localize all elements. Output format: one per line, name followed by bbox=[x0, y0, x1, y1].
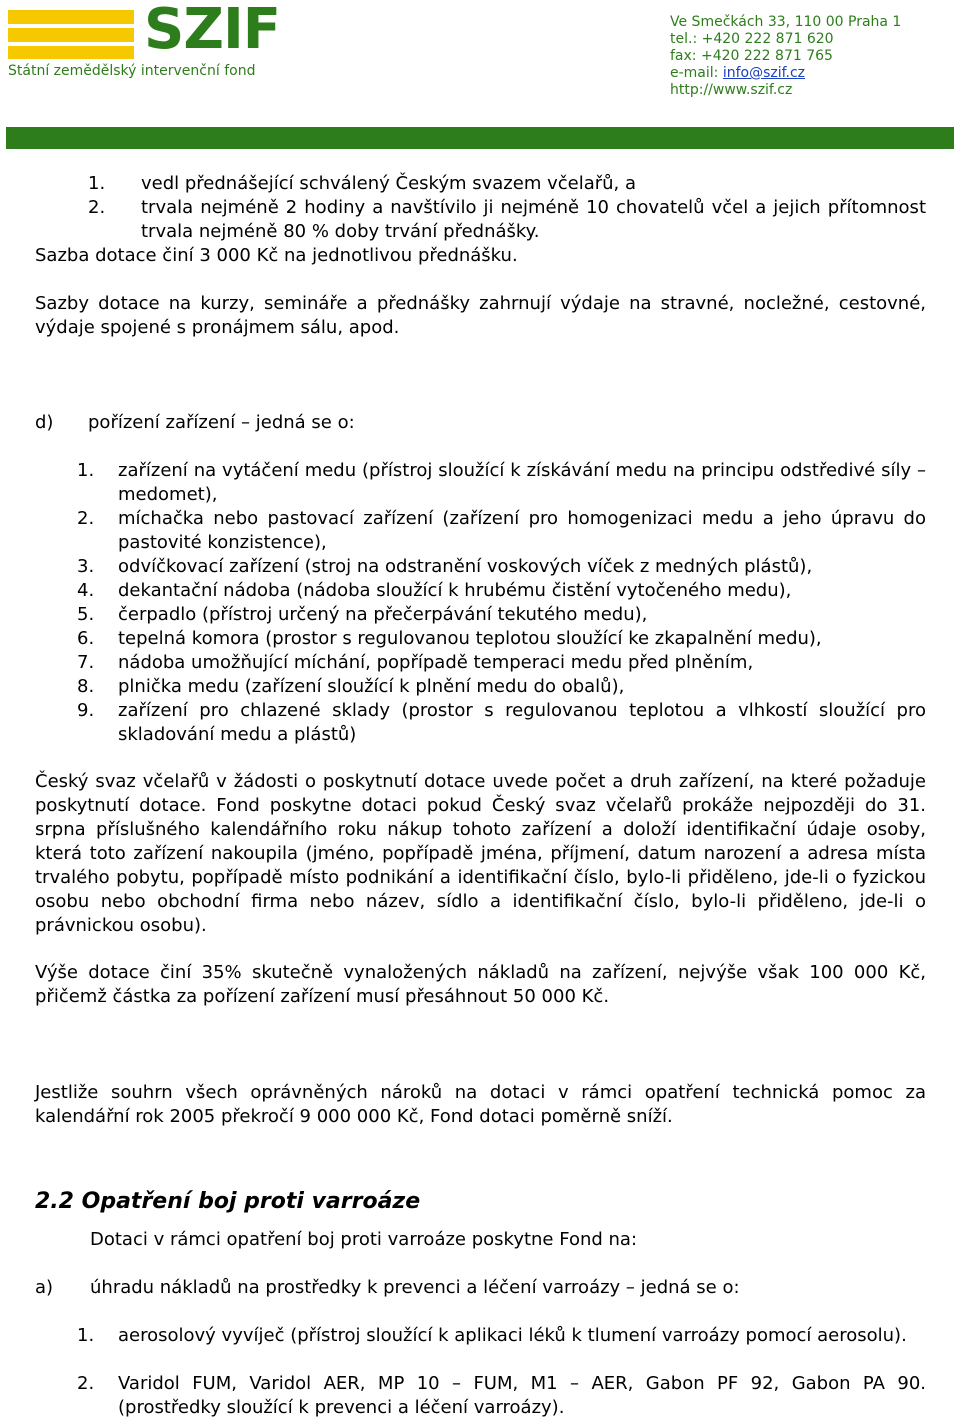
email-label: e-mail: bbox=[670, 65, 723, 81]
list-number: 2. bbox=[88, 197, 106, 218]
list-number: 3. bbox=[77, 556, 95, 577]
paragraph-amount: Výše dotace činí 35% skutečně vynaložených nákladů na zařízení, nejvýše však 100 000 Kč, přičemž částka za pořízení zařízení musí přesáhnout 50 000 Kč. bbox=[35, 962, 926, 1007]
section-letter: d) bbox=[35, 412, 54, 433]
org-name: Státní zemědělský intervenční fond bbox=[8, 63, 256, 79]
logo-stripe bbox=[8, 28, 134, 42]
list-number: 8. bbox=[77, 676, 95, 697]
list-text: míchačka nebo pastovací zařízení (zařízení pro homogenizaci medu a jeho úpravu do pastovité konzistence), bbox=[118, 508, 926, 553]
list-text: dekantační nádoba (nádoba sloužící k hrubému čistění vytočeného medu), bbox=[118, 580, 792, 601]
list-number: 9. bbox=[77, 700, 95, 721]
list-text: plnička medu (zařízení sloužící k plnění medu do obalů), bbox=[118, 676, 625, 697]
list-text: zařízení pro chlazené sklady (prostor s regulovanou teplotou a vlhkostí sloužící pro skladování medu a plástů) bbox=[118, 700, 926, 745]
paragraph-csv: Český svaz včelařů v žádosti o poskytnutí dotace uvede počet a druh zařízení, na které požaduje poskytnutí dotace. Fond poskytne dotaci pokud Český svaz včelařů prokáže nejpozději do 31. srpna příslušného kalendářního roku nákup tohoto zařízení a doloží identifikační údaje osoby, která toto zařízení nakoupila (jméno, popřípadě jména, příjmení, datum narození a adresa místa trvalého pobytu, popřípadě místo podnikání a identifikační číslo, bylo-li přiděleno, jde-li o fyzickou osobu nebo obchodní firma nebo název, sídlo a identifikační číslo, bylo-li přiděleno, jde-li o právnickou osobu). bbox=[35, 771, 926, 936]
address: Ve Smečkách 33, 110 00 Praha 1 bbox=[670, 14, 902, 30]
section-intro: Dotaci v rámci opatření boj proti varroáze poskytne Fond na: bbox=[90, 1229, 638, 1250]
list-text: aerosolový vyvíječ (přístroj sloužící k aplikaci léků k tlumení varroázy pomocí aerosolu). bbox=[118, 1325, 907, 1346]
list-text: tepelná komora (prostor s regulovanou teplotou sloužící ke zkapalnění medu), bbox=[118, 628, 822, 649]
section-title: úhradu nákladů na prostředky k prevenci a léčení varroázy – jedná se o: bbox=[90, 1277, 740, 1298]
list-text: čerpadlo (přístroj určený na přečerpávání tekutého medu), bbox=[118, 604, 648, 625]
section-title: pořízení zařízení – jedná se o: bbox=[88, 412, 355, 433]
logo-wordmark: SZIF bbox=[144, 0, 281, 62]
list-text: odvíčkovací zařízení (stroj na odstranění voskových víček z medných plástů), bbox=[118, 556, 813, 577]
list-text: trvala nejméně 2 hodiny a navštívilo ji nejméně 10 chovatelů včel a jejich přítomnost trvala nejméně 80 % doby trvání přednášky. bbox=[141, 197, 926, 242]
fax: fax: +420 222 871 765 bbox=[670, 48, 833, 64]
paragraph-reduce: Jestliže souhrn všech oprávněných nároků na dotaci v rámci opatření technická pomoc za kalendářní rok 2005 překročí 9 000 000 Kč, Fond dotaci poměrně sníží. bbox=[35, 1082, 926, 1127]
section-letter: a) bbox=[35, 1277, 54, 1298]
list-number: 2. bbox=[77, 508, 95, 529]
contact-block bbox=[670, 14, 901, 99]
list-number: 4. bbox=[77, 580, 95, 601]
paragraph-rates-include: Sazby dotace na kurzy, semináře a přednášky zahrnují výdaje na stravné, nocležné, cestovné, výdaje spojené s pronájmem sálu, apod. bbox=[35, 293, 926, 338]
email-line bbox=[670, 65, 901, 82]
list-text: vedl přednášející schválený Českým svazem včelařů, a bbox=[141, 173, 637, 194]
website[interactable]: http://www.szif.cz bbox=[670, 82, 793, 98]
list-number: 5. bbox=[77, 604, 95, 625]
phone: tel.: +420 222 871 620 bbox=[670, 31, 834, 47]
section-heading-2-2: 2.2 Opatření boj proti varroáze bbox=[35, 1189, 421, 1214]
logo-stripe bbox=[8, 10, 134, 24]
email-link[interactable]: info@szif.cz bbox=[722, 65, 806, 81]
list-number: 2. bbox=[77, 1373, 95, 1394]
logo-stripe bbox=[8, 46, 134, 59]
list-number: 1. bbox=[88, 173, 106, 194]
header-divider-bar bbox=[6, 127, 954, 149]
list-text: zařízení na vytáčení medu (přístroj sloužící k získávání medu na principu odstředivé síly – medomet), bbox=[118, 460, 926, 505]
list-number: 6. bbox=[77, 628, 95, 649]
paragraph-rate: Sazba dotace činí 3 000 Kč na jednotlivou přednášku. bbox=[35, 245, 518, 266]
list-text: Varidol FUM, Varidol AER, MP 10 – FUM, M1 – AER, Gabon PF 92, Gabon PA 90. (prostředky sloužící k prevenci a léčení varroázy). bbox=[118, 1373, 926, 1418]
list-number: 7. bbox=[77, 652, 95, 673]
list-text: nádoba umožňující míchání, popřípadě temperaci medu před plněním, bbox=[118, 652, 754, 673]
list-number: 1. bbox=[77, 460, 95, 481]
list-number: 1. bbox=[77, 1325, 95, 1346]
szif-logo bbox=[6, 0, 296, 81]
